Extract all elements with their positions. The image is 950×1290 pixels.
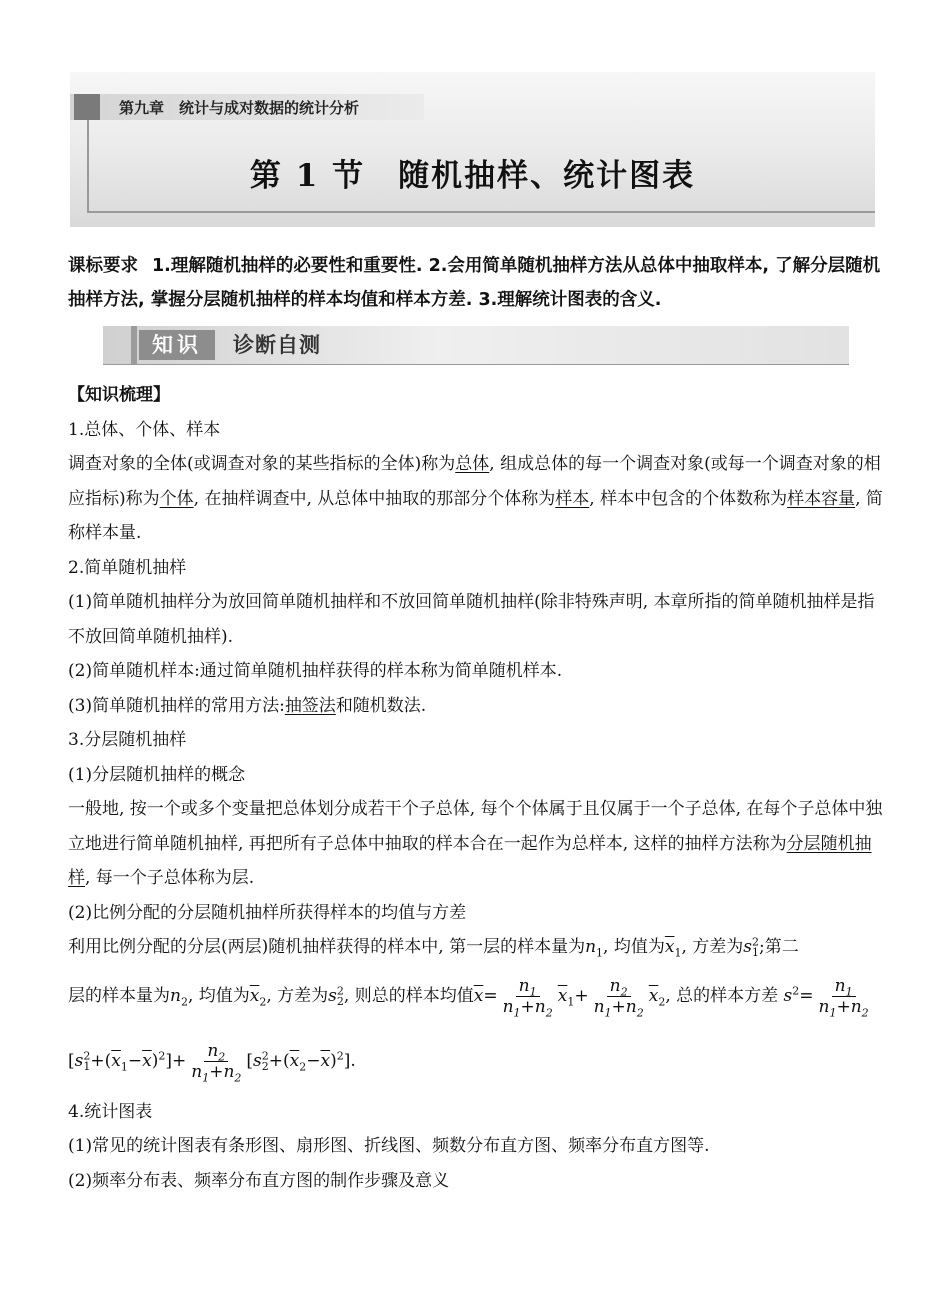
text: 利用比例分配的分层(两层)随机抽样获得的样本中, 第一层的样本量为 [68,937,586,957]
section-2-item-3 [68,689,883,724]
fraction: $\frac{n_1}{n_1+n_2}$ [502,975,553,1019]
knowledge-section-bar [103,326,849,364]
frame-line [87,211,875,213]
text: 层的样本量为 [68,985,170,1006]
section-1-paragraph [68,447,883,551]
section-1-title: 1.总体、个体、样本 [68,419,221,440]
text: , 方差为 [681,937,744,957]
section-3-paragraph [68,792,883,896]
body-content [68,378,883,1198]
text: , 均值为 [187,985,250,1006]
text: , 则总的样本均值 [343,985,474,1006]
text: , 样本中包含的个体数称为 [589,488,788,509]
section-3-sub-1: (1)分层随机抽样的概念 [68,764,246,785]
fraction: $\frac{n_2}{n_1+n_2}$ [593,975,644,1019]
term-population: 总体 [455,454,490,474]
fraction: $\frac{n_2}{n_1+n_2}$ [191,1040,242,1084]
term-sample: 样本 [555,488,590,509]
text: , 每一个子总体称为层. [85,868,255,888]
term-individual: 个体 [159,488,194,509]
sorting-heading: 【知识梳理】 [68,385,170,405]
text: 和随机数法. [335,695,427,716]
section-4-item-1: (1)常见的统计图表有条形图、扇形图、折线图、频数分布直方图、频率分布直方图等. [68,1136,710,1156]
term-sample-size: 样本容量 [787,488,856,509]
section-2-item-2: (2)简单随机样本:通过简单随机抽样获得的样本称为简单随机样本. [68,661,563,681]
text: , 在抽样调查中, 从总体中抽取的那部分个体称为 [193,488,556,509]
chapter-banner [70,72,875,227]
requirements-tag: 课标要求 [68,256,138,276]
text: ;第二 [758,937,799,957]
requirements-text: 1.理解随机抽样的必要性和重要性. 2.会用简单随机抽样方法从总体中抽取样本, 了解分层随机抽样方法, 掌握分层随机抽样的样本均值和样本方差. 3.理解统计图表的含义. [68,256,881,310]
section-4-title: 4.统计图表 [68,1101,153,1122]
section-4-item-2: (2)频率分布表、频率分布直方图的制作步骤及意义 [68,1170,450,1191]
term-stratified: 分层随机抽样 [68,833,872,888]
knowledge-box: 知识 [139,330,215,360]
knowledge-label: 诊断自测 [233,333,321,357]
text: , 均值为 [603,937,665,957]
text: , 总的样本方差 [665,985,779,1006]
section-accent [131,326,137,364]
text: 一般地, 按一个或多个变量把总体划分成若干个子总体, 每个个体属于且仅属于一个子总体, 在每个子总体中独立地进行简单随机抽样, 再把所有子总体中抽取的样本合在一起作为总样本, 这样的抽样方法称为 [68,799,883,854]
formula-line-2: 层的样本量为$n_2$, 均值为$\overline{x}_2$, 方差为$s^2_2$, 则总的样本均值$\overline{x}=$ $\frac{n_1}{n_1+n_2}$ $\overline{x}_1+$ $\frac{n_2}{n_1+n_2}$ $\overline{x}_2$, 总的样本方差 $s^2=$ $\frac{n_1}{n_1+n_2}$ [68,965,883,1027]
fraction: $\frac{n_1}{n_1+n_2}$ [818,975,869,1019]
section-3-sub-2: (2)比例分配的分层随机抽样所获得样本的均值与方差 [68,902,467,923]
section-3-title: 3.分层随机抽样 [68,730,187,750]
text: , 方差为 [266,985,329,1006]
chapter-bar [70,94,424,120]
divider [103,364,849,365]
formula-line-1: 利用比例分配的分层(两层)随机抽样获得的样本中, 第一层的样本量为$n_1$, 均值为$\overline{x}_1$, 方差为$s^2_1$;第二 [68,935,799,960]
section-title: 第 1 节 随机抽样、统计图表 [249,158,696,194]
text: , 简称样本量. [68,488,883,543]
chapter-title: 第九章 统计与成对数据的统计分析 [119,99,360,117]
text: , 组成总体的每一个调查对象(或每一个调查对象的相应指标)称为 [68,454,881,509]
formula-line-3: $[s^2_1+(\overline{x}_1-\overline{x})^2]+$ $\frac{n_2}{n_1+n_2}$ $[s^2_2+(\overline{x}_2-\overline{x})^2]$. [68,1040,356,1084]
text: (3)简单随机抽样的常用方法: [68,695,285,716]
chapter-marker [74,94,100,120]
section-2-item-1: (1)简单随机抽样分为放回简单随机抽样和不放回简单随机抽样(除非特殊声明, 本章所指的简单随机抽样是指不放回简单随机抽样). [68,592,875,647]
term-lottery: 抽签法 [284,695,336,716]
section-2-title: 2.简单随机抽样 [68,557,187,578]
text: 调查对象的全体(或调查对象的某些指标的全体)称为 [68,454,456,474]
curriculum-requirements [68,249,883,317]
